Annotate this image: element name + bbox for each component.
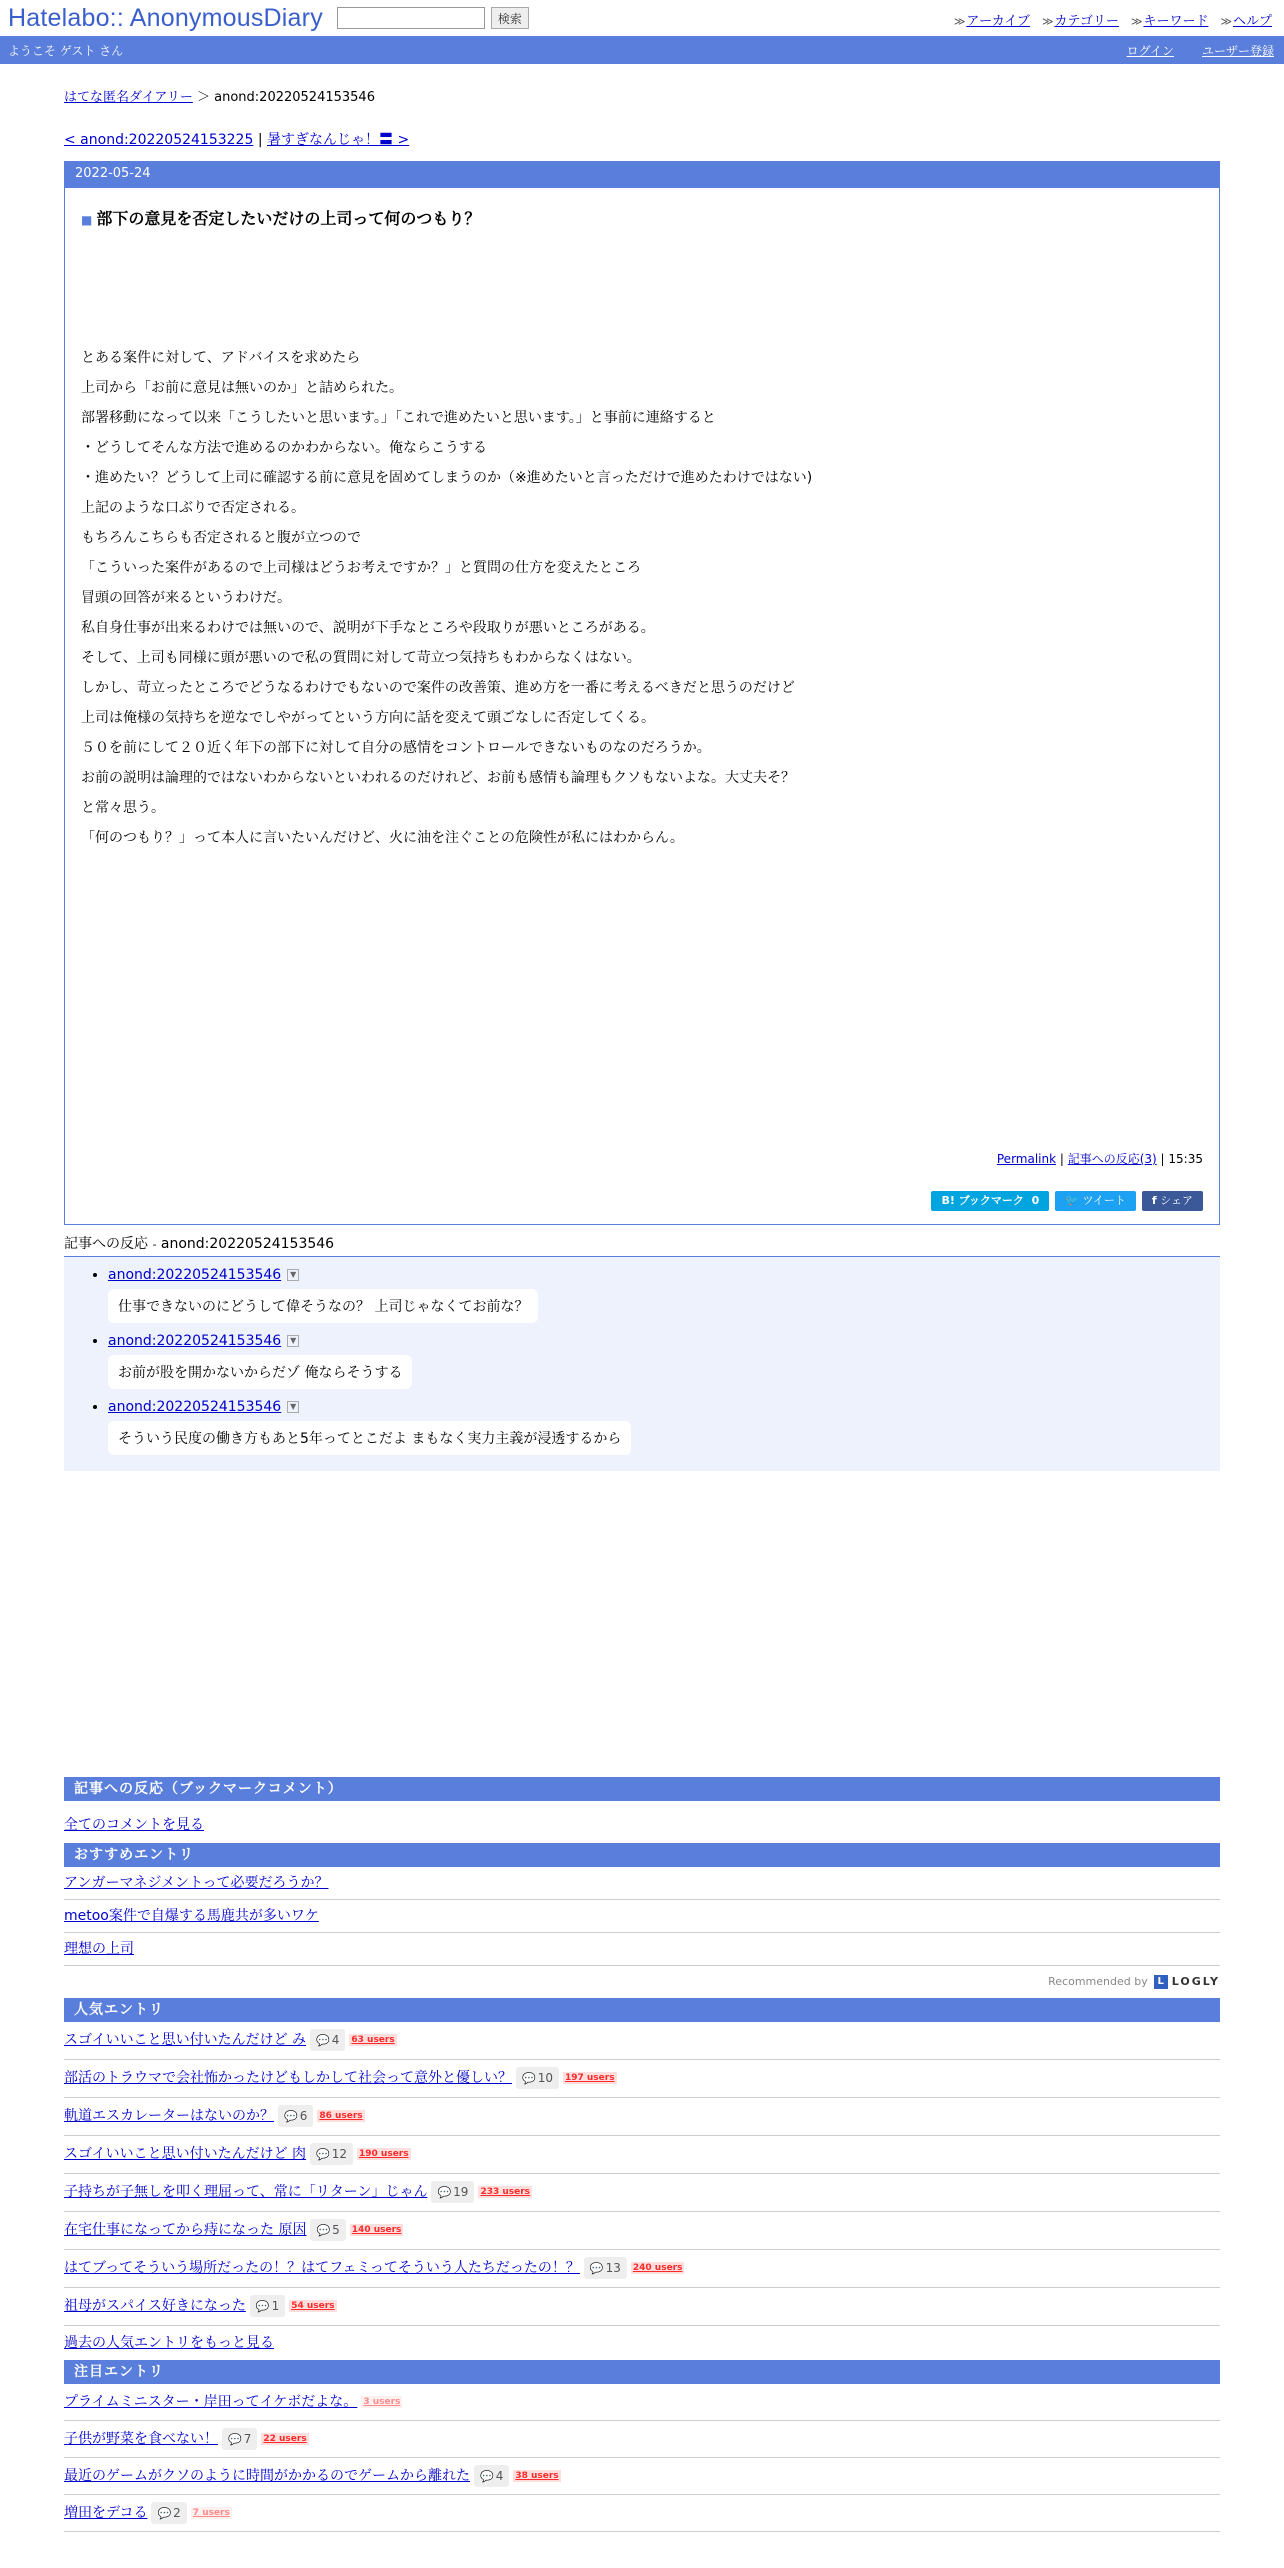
more-popular-link[interactable]: 過去の人気エントリをもっと見る	[64, 2335, 274, 2351]
bookmark-users-badge[interactable]: 233 users	[480, 2187, 531, 2197]
comment-count-badge[interactable]	[474, 2465, 509, 2487]
comment-icon: 💬	[316, 2148, 330, 2161]
entry-line: 冒頭の回答が来るというわけだ。	[81, 590, 291, 606]
comment-icon: 💬	[316, 2034, 330, 2047]
entry-link[interactable]: プライムミニスター・岸田ってイケボだよな。	[64, 2394, 358, 2410]
reaction-text: お前が股を開かないからだゾ 俺ならそうする	[108, 1355, 412, 1389]
breadcrumb-separator: ＞	[196, 90, 210, 105]
all-comments-link[interactable]: 全てのコメントを見る	[64, 1817, 204, 1833]
welcome-text: ようこそ ゲスト さん	[8, 43, 124, 58]
entry-title: 部下の意見を否定したいだけの上司って何のつもり？	[96, 209, 481, 228]
entry-line: 上司は俺様の気持ちを逆なでしやがってという方向に話を変えて頭ごなしに否定してくる。	[81, 710, 655, 726]
nav-help[interactable]: ヘルプ	[1232, 14, 1272, 29]
reactions-heading: 記事への反応 - anond:20220524153546	[64, 1233, 1220, 1257]
comment-icon: 💬	[480, 2470, 494, 2483]
comment-count: 2	[173, 2506, 181, 2520]
chevron-right-icon: ≫	[1041, 15, 1054, 28]
reactions-link[interactable]: 記事への反応(3)	[1067, 1152, 1157, 1166]
entry-line: 部署移動になって以来「こうしたいと思います。」「これで進めたいと思います。」と事前に連絡すると	[81, 410, 716, 426]
list-item	[64, 1900, 1220, 1933]
twitter-icon: 🐦	[1065, 1194, 1079, 1207]
comment-count-badge[interactable]	[431, 2181, 474, 2203]
list-item	[64, 2136, 1220, 2174]
next-entry-link[interactable]: 暑すぎなんじゃ！〓 >	[267, 132, 410, 148]
bookmark-users-badge[interactable]: 22 users	[263, 2434, 307, 2444]
comment-count: 5	[332, 2223, 340, 2237]
comment-icon: 💬	[255, 2300, 270, 2313]
entry-line: ・進めたい？どうして上司に確認する前に意見を固めてしまうのか（※進めたいと言っただけで進めたわけではない)	[81, 470, 813, 486]
comment-count-badge[interactable]	[278, 2105, 313, 2127]
comment-count: 6	[299, 2109, 308, 2123]
list-item	[64, 2212, 1220, 2250]
entry-body	[65, 188, 1219, 1224]
comment-count: 4	[331, 2033, 340, 2047]
top-nav	[954, 10, 1272, 29]
comment-icon: 💬	[437, 2186, 452, 2199]
comment-icon: 💬	[522, 2072, 536, 2085]
chevron-down-icon[interactable]: ▼	[287, 1401, 299, 1413]
entry-line: 上記のような口ぶりで否定される。	[81, 500, 305, 516]
chevron-right-icon: ≫	[1220, 15, 1232, 28]
register-link[interactable]: ユーザー登録	[1201, 44, 1274, 58]
bookmark-users-badge[interactable]: 7 users	[192, 2508, 230, 2518]
reaction-item	[108, 1333, 1220, 1389]
reaction-link[interactable]: anond:20220524153546	[108, 1333, 282, 1349]
entry-line: とある案件に対して、アドバイスを求めたら	[81, 350, 361, 366]
bookmark-users-badge[interactable]: 197 users	[564, 2073, 615, 2083]
entry-line: 上司から「お前に意見は無いのか」と詰められた。	[81, 380, 403, 396]
entry-line: もちろんこちらも否定されると腹が立つので	[81, 530, 361, 546]
reaction-text: 仕事できないのにどうして偉そうなの？ 上司じゃなくてお前な？	[108, 1289, 538, 1323]
entry-link[interactable]: 軌道エスカレーターはないのか？	[64, 2108, 274, 2124]
chevron-right-icon: ≫	[953, 15, 966, 28]
comment-icon: 💬	[228, 2433, 242, 2446]
popular-list	[64, 2022, 1220, 2326]
list-item	[64, 2060, 1220, 2098]
entry-link[interactable]: はてブってそういう場所だったの！？はてフェミってそういう人たちだったの！？	[64, 2260, 580, 2276]
facebook-share-button[interactable]: f シェア	[1142, 1191, 1203, 1211]
welcome-bar	[0, 36, 1284, 64]
list-item	[64, 2250, 1220, 2288]
site-logo[interactable]: Hatelabo:: AnonymousDiary	[8, 3, 323, 32]
entry-date: 2022-05-24	[65, 162, 1219, 188]
login-link[interactable]: ログイン	[1126, 44, 1174, 58]
bookmark-users-badge[interactable]: 86 users	[319, 2111, 363, 2121]
entry-line: そして、上司も同様に頭が悪いので私の質問に対して苛立つ気持ちもわからなくはない。	[81, 650, 641, 666]
bookmark-users-badge[interactable]: 54 users	[291, 2301, 335, 2311]
list-item	[64, 1933, 1220, 1966]
list-item	[64, 2098, 1220, 2136]
reaction-text: そういう民度の働き方もあと5年ってとこだよ まもなく実力主義が浸透するから	[108, 1421, 631, 1455]
nav-category[interactable]: カテゴリー	[1054, 14, 1119, 29]
entry-line: 「何のつもり？」って本人に言いたいんだけど、火に油を注ぐことの危険性が私にはわからん。	[81, 830, 684, 846]
comment-icon: 💬	[316, 2224, 331, 2237]
comment-count-badge[interactable]	[151, 2502, 186, 2524]
entry-link[interactable]: 部活のトラウマで会社怖かったけどもしかして社会って意外と優しい？	[64, 2070, 512, 2086]
entry-line: と常々思う。	[81, 800, 165, 816]
attention-heading: 注目エントリ	[64, 2360, 1220, 2384]
comment-count: 12	[331, 2147, 348, 2161]
bookmark-count: 0	[1031, 1194, 1040, 1207]
comment-icon: 💬	[589, 2262, 604, 2275]
chevron-down-icon[interactable]: ▼	[287, 1269, 299, 1281]
reaction-link[interactable]: anond:20220524153546	[108, 1267, 282, 1283]
entry-footer: Permalink | 記事への反応(3) | 15:35	[996, 1152, 1203, 1166]
comment-icon: 💬	[157, 2507, 172, 2520]
breadcrumb	[64, 86, 1220, 105]
entry-link[interactable]: 祖母がスパイス好きになった	[64, 2298, 246, 2314]
comment-count-badge[interactable]	[222, 2428, 257, 2450]
entry-link[interactable]: 在宅仕事になってから痔になった 原因	[64, 2222, 307, 2238]
logly-brand[interactable]: LOGLY	[1171, 1975, 1220, 1988]
entry-line: ５０を前にして２０近く年下の部下に対して自分の感情をコントロールできないものなのだろうか。	[81, 740, 711, 756]
nav-archive[interactable]: アーカイブ	[966, 14, 1030, 29]
entry-line: しかし、苛立ったところでどうなるわけでもないので案件の改善策、進め方を一番に考えるべきだと思うのだけど	[81, 680, 795, 696]
list-item	[64, 2458, 1220, 2495]
comment-count-badge[interactable]	[250, 2295, 285, 2317]
bookmark-users-badge[interactable]: 38 users	[515, 2471, 559, 2481]
comment-count: 13	[605, 2261, 621, 2275]
ad-spacer	[64, 1471, 1220, 1777]
entry-text	[81, 343, 1203, 853]
list-item	[64, 2022, 1220, 2060]
bookmark-users-badge[interactable]: 63 users	[351, 2035, 395, 2045]
nav-keyword[interactable]: キーワード	[1143, 14, 1209, 29]
popular-heading: 人気エントリ	[64, 1998, 1220, 2022]
top-bar	[0, 0, 1284, 36]
entry-link[interactable]: 子供が野菜を食べない！	[64, 2431, 218, 2447]
breadcrumb-home[interactable]: はてな匿名ダイアリー	[64, 90, 193, 105]
entry-time: 15:35	[1168, 1152, 1203, 1166]
tweet-button[interactable]: 🐦 ツイート	[1055, 1191, 1136, 1211]
entry-line: ・どうしてそんな方法で進めるのかわからない。俺ならこうする	[81, 440, 487, 456]
chevron-right-icon: ≫	[1130, 15, 1143, 28]
list-item	[64, 2288, 1220, 2326]
comment-count-badge[interactable]	[516, 2067, 559, 2089]
comment-count: 1	[271, 2299, 280, 2313]
bookmark-users-badge[interactable]: 3 users	[363, 2397, 401, 2407]
recommended-link[interactable]: アンガーマネジメントって必要だろうか？	[64, 1875, 329, 1891]
comment-count: 10	[537, 2071, 553, 2085]
reactions-list	[64, 1257, 1220, 1471]
list-item	[64, 2421, 1220, 2458]
reaction-item	[108, 1267, 1220, 1323]
facebook-icon: f	[1151, 1194, 1157, 1207]
entry-link[interactable]: スゴイいいこと思い付いたんだけど 肉	[64, 2146, 307, 2162]
share-buttons	[931, 1191, 1203, 1211]
entry-day-box	[64, 161, 1220, 1225]
reaction-item	[108, 1399, 1220, 1455]
pager-separator: |	[257, 132, 263, 148]
comment-count: 4	[495, 2469, 504, 2483]
entry-pager	[64, 129, 1220, 149]
logly-icon: L	[1154, 1975, 1168, 1989]
entry-link[interactable]: 最近のゲームがクソのように時間がかかるのでゲームから離れた	[64, 2468, 470, 2484]
reaction-link[interactable]: anond:20220524153546	[108, 1399, 282, 1415]
recommended-heading: おすすめエントリ	[64, 1843, 1220, 1867]
entry-link[interactable]: スゴイいいこと思い付いたんだけど み	[64, 2032, 307, 2048]
list-item	[64, 2495, 1220, 2532]
recommended-by: Recommended by L LOGLY	[1048, 1975, 1220, 1988]
list-item	[64, 1867, 1220, 1900]
entry-link[interactable]: 増田をデコる	[64, 2505, 148, 2521]
entry-marker-icon[interactable]: ■	[81, 213, 93, 227]
list-item	[64, 2384, 1220, 2421]
entry-link[interactable]: 子持ちが子無しを叩く理屈って、常に「リターン」じゃん	[64, 2184, 428, 2200]
recommended-link[interactable]: metoo案件で自爆する馬鹿共が多いワケ	[64, 1908, 319, 1924]
search-button[interactable]: 検索	[491, 7, 529, 29]
attention-list	[64, 2384, 1220, 2532]
comment-count-badge[interactable]	[310, 2029, 345, 2051]
comment-count-badge[interactable]	[310, 2219, 345, 2241]
main-content	[64, 86, 1220, 2532]
hatena-bookmark-button[interactable]: B! ブックマーク 0	[931, 1191, 1049, 1211]
comment-icon: 💬	[284, 2110, 298, 2123]
search-input[interactable]	[337, 7, 485, 29]
bookmark-users-badge[interactable]: 240 users	[632, 2263, 683, 2273]
bookmark-users-badge[interactable]: 140 users	[351, 2225, 402, 2235]
bookmark-comments-heading: 記事への反応（ブックマークコメント）	[64, 1777, 1220, 1801]
permalink[interactable]: Permalink	[996, 1152, 1057, 1166]
entry-line: 「こういった案件があるので上司様はどうお考えですか？」と質問の仕方を変えたところ	[81, 560, 641, 576]
comment-count-badge[interactable]	[584, 2257, 627, 2279]
comment-count: 19	[453, 2185, 469, 2199]
prev-entry-link[interactable]: < anond:20220524153225	[64, 132, 254, 148]
bookmark-users-badge[interactable]: 190 users	[359, 2149, 409, 2159]
recommended-link[interactable]: 理想の上司	[64, 1941, 134, 1957]
entry-line: 私自身仕事が出来るわけでは無いので、説明が下手なところや段取りが悪いところがある。	[81, 620, 655, 636]
breadcrumb-current: anond:20220524153546	[214, 90, 375, 105]
chevron-down-icon[interactable]: ▼	[287, 1335, 299, 1347]
comment-count-badge[interactable]	[310, 2143, 353, 2165]
list-item	[64, 2174, 1220, 2212]
entry-line: お前の説明は論理的ではないわからないといわれるのだけれど、お前も感情も論理もクソもないよな。大丈夫そ？	[81, 770, 795, 786]
comment-count: 7	[243, 2432, 252, 2446]
